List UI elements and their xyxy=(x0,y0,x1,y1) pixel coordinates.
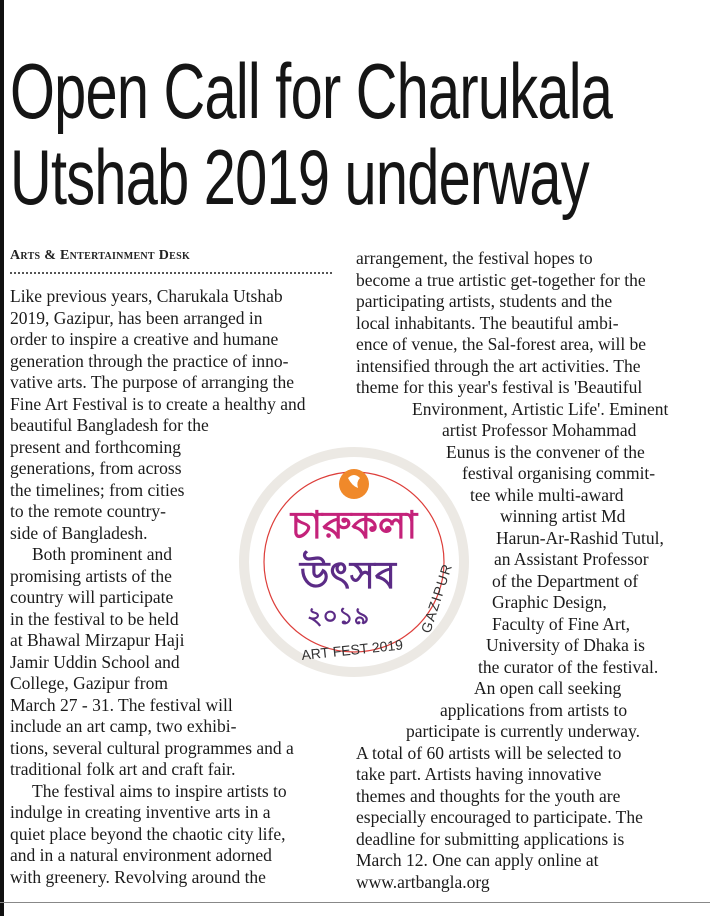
logo-fest-text: ART FEST 2019 xyxy=(300,636,404,663)
right-column-line: theme for this year's festival is 'Beautiful xyxy=(356,377,643,397)
right-column-line: especially encouraged to participate. The xyxy=(356,807,643,827)
left-column-line: with greenery. Revolving around the xyxy=(10,866,266,887)
left-column-line: Fine Art Festival is to create a healthy and xyxy=(10,393,306,414)
left-column-line: to the remote country- xyxy=(10,501,166,521)
right-column-line: Graphic Design, xyxy=(492,592,607,612)
right-column-line: take part. Artists having innovative xyxy=(356,764,602,784)
right-column-line: www.artbangla.org xyxy=(356,871,490,892)
charukala-utshab-logo xyxy=(238,426,470,698)
left-column-line: the timelines; from cities xyxy=(10,479,185,500)
right-column-line: become a true artistic get-together for the xyxy=(356,269,646,290)
left-column-line: generation through the practice of inno- xyxy=(10,350,289,371)
left-column-line: include an art camp, two exhibi- xyxy=(10,716,237,736)
left-column-line: country will participate xyxy=(10,587,174,607)
right-column-line: March 12. One can apply online at xyxy=(356,850,599,870)
right-column-line: participating artists, students and the xyxy=(356,291,613,311)
right-column-line: Harun-Ar-Rashid Tutul, xyxy=(496,527,664,548)
logo-bengali-word-2: উৎসব xyxy=(299,553,397,597)
right-column-line: intensified through the art activities. The xyxy=(356,355,641,376)
left-margin-rule xyxy=(0,0,4,916)
left-column-line: order to inspire a creative and humane xyxy=(10,329,279,349)
left-column-line: beautiful Bangladesh for the xyxy=(10,415,209,435)
left-column-line: College, Gazipur from xyxy=(10,673,168,693)
right-column-line: artist Professor Mohammad xyxy=(442,420,637,440)
byline-dotted-rule xyxy=(10,272,332,274)
logo-bengali-year: ২০১৯ xyxy=(306,602,370,630)
left-column-line: Both prominent and xyxy=(32,544,172,564)
left-column-line: vative arts. The purpose of arranging the xyxy=(10,372,294,392)
right-column-line: ence of venue, the Sal-forest area, will be xyxy=(356,334,647,354)
right-column-line: Environment, Artistic Life'. Eminent xyxy=(412,398,669,419)
right-column-line: winning artist Md xyxy=(500,506,626,526)
headline-line-2: Utshab 2019 underway xyxy=(10,133,589,221)
left-column-line: at Bhawal Mirzapur Haji xyxy=(10,630,185,650)
left-column-line: promising artists of the xyxy=(10,565,172,586)
right-column-line: the curator of the festival. xyxy=(478,656,659,677)
right-column-line: An open call seeking xyxy=(474,678,622,698)
right-column-line: University of Dhaka is xyxy=(486,635,645,655)
left-column-line: traditional folk art and craft fair. xyxy=(10,759,236,779)
right-column-line: Faculty of Fine Art, xyxy=(492,613,631,634)
bottom-rule xyxy=(0,902,710,903)
left-column-line: side of Bangladesh. xyxy=(10,522,148,543)
left-column-line: 2019, Gazipur, has been arranged in xyxy=(10,307,263,328)
headline-line-1: Open Call for Charukala xyxy=(10,47,613,135)
right-column-line: applications from artists to xyxy=(440,699,628,720)
left-column-line: quiet place beyond the chaotic city life, xyxy=(10,823,286,844)
left-column-line: The festival aims to inspire artists to xyxy=(32,780,287,801)
left-column-line: indulge in creating inventive arts in a xyxy=(10,802,271,822)
left-column-line: generations, from across xyxy=(10,458,182,478)
right-column-line: an Assistant Professor xyxy=(494,549,649,569)
byline: Arts & Entertainment Desk xyxy=(10,248,191,263)
right-column-line: local inhabitants. The beautiful ambi- xyxy=(356,312,619,333)
left-column-line: March 27 - 31. The festival will xyxy=(10,694,233,715)
left-column-line: tions, several cultural programmes and a xyxy=(10,737,294,758)
right-column-line: arrangement, the festival hopes to xyxy=(356,248,593,268)
right-column-line: A total of 60 artists will be selected to xyxy=(356,742,622,763)
left-column-line: in the festival to be held xyxy=(10,608,179,629)
left-column-line: Like previous years, Charukala Utshab xyxy=(10,286,283,306)
logo-side-text: GAZIPUR xyxy=(417,560,456,635)
left-column-line: present and forthcoming xyxy=(10,436,182,457)
left-column-line: Jamir Uddin School and xyxy=(10,651,180,672)
headline xyxy=(10,47,613,221)
logo-bengali-word-1: চারুকলা xyxy=(290,503,418,547)
right-column-line: themes and thoughts for the youth are xyxy=(356,785,621,806)
left-column-line: and in a natural environment adorned xyxy=(10,845,272,865)
right-column-line: participate is currently underway. xyxy=(406,721,641,741)
right-column-line: deadline for submitting applications is xyxy=(356,828,625,849)
right-column-line: of the Department of xyxy=(492,570,639,591)
right-column-line: tee while multi-award xyxy=(470,484,624,505)
right-column-line: Eunus is the convener of the xyxy=(446,441,645,462)
right-column-line: festival organising commit- xyxy=(462,463,656,483)
